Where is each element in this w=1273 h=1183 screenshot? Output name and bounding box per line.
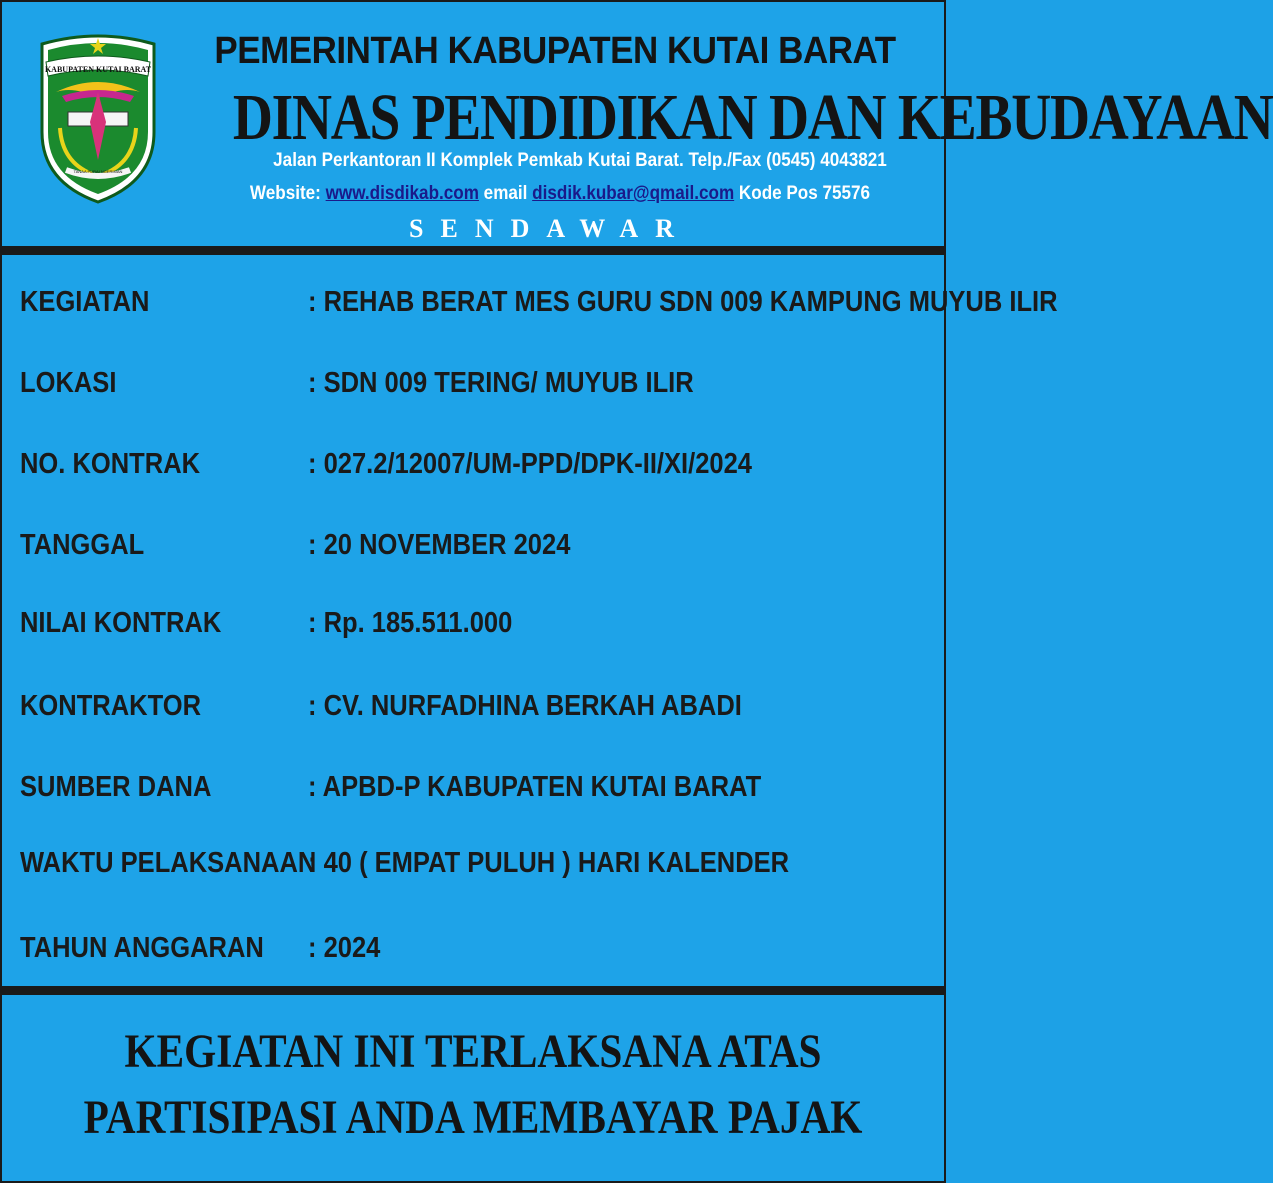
detail-value: : CV. NURFADHINA BERKAH ABADI (308, 690, 742, 722)
svg-text:TANAA PURAI NGERIMAN: TANAA PURAI NGERIMAN (73, 169, 123, 174)
department-title: DINAS PENDIDIKAN DAN KEBUDAYAAN (232, 81, 1273, 154)
detail-value: : SDN 009 TERING/ MUYUB ILIR (308, 367, 694, 399)
detail-label: NILAI KONTRAK (20, 607, 222, 639)
footer-divider (0, 986, 946, 995)
detail-value: : 40 ( EMPAT PULUH ) HARI KALENDER (308, 847, 790, 879)
office-address: Jalan Perkantoran II Komplek Pemkab Kutai Barat. Telp./Fax (0545) 4043821 (273, 150, 887, 171)
email-link[interactable]: disdik.kubar@qmail.com (532, 183, 735, 204)
detail-label: WAKTU PELAKSANAAN (20, 847, 317, 879)
header-divider (0, 246, 946, 255)
website-label: Website: (249, 183, 321, 204)
footer-line-1: KEGIATAN INI TERLAKSANA ATAS (124, 1025, 822, 1078)
detail-value: : 20 NOVEMBER 2024 (308, 529, 571, 561)
detail-value: : REHAB BERAT MES GURU SDN 009 KAMPUNG MUYUB ILIR (308, 286, 1058, 318)
detail-label: TAHUN ANGGARAN (20, 932, 264, 964)
detail-label: SUMBER DANA (20, 771, 212, 803)
detail-value: : APBD-P KABUPATEN KUTAI BARAT (308, 771, 762, 803)
kutai-barat-emblem-icon (32, 32, 164, 204)
detail-label: KONTRAKTOR (20, 690, 202, 722)
detail-value: : 2024 (308, 932, 381, 964)
postal-code: Kode Pos 75576 (738, 183, 871, 204)
detail-label: NO. KONTRAK (20, 448, 201, 480)
email-label: email (483, 183, 528, 204)
detail-label: TANGGAL (20, 529, 145, 561)
city-name: SENDAWAR (409, 214, 691, 243)
government-title: PEMERINTAH KABUPATEN KUTAI BARAT (214, 30, 896, 72)
detail-value: : 027.2/12007/UM-PPD/DPK-II/XI/2024 (308, 448, 752, 480)
svg-text:KABUPATEN KUTAI BARAT: KABUPATEN KUTAI BARAT (44, 65, 152, 74)
detail-value: : Rp. 185.511.000 (308, 607, 513, 639)
detail-label: LOKASI (20, 367, 117, 399)
contact-line (236, 183, 884, 205)
website-link[interactable]: www.disdikab.com (325, 183, 479, 204)
detail-label: KEGIATAN (20, 286, 150, 318)
footer-line-2: PARTISIPASI ANDA MEMBAYAR PAJAK (83, 1091, 863, 1144)
